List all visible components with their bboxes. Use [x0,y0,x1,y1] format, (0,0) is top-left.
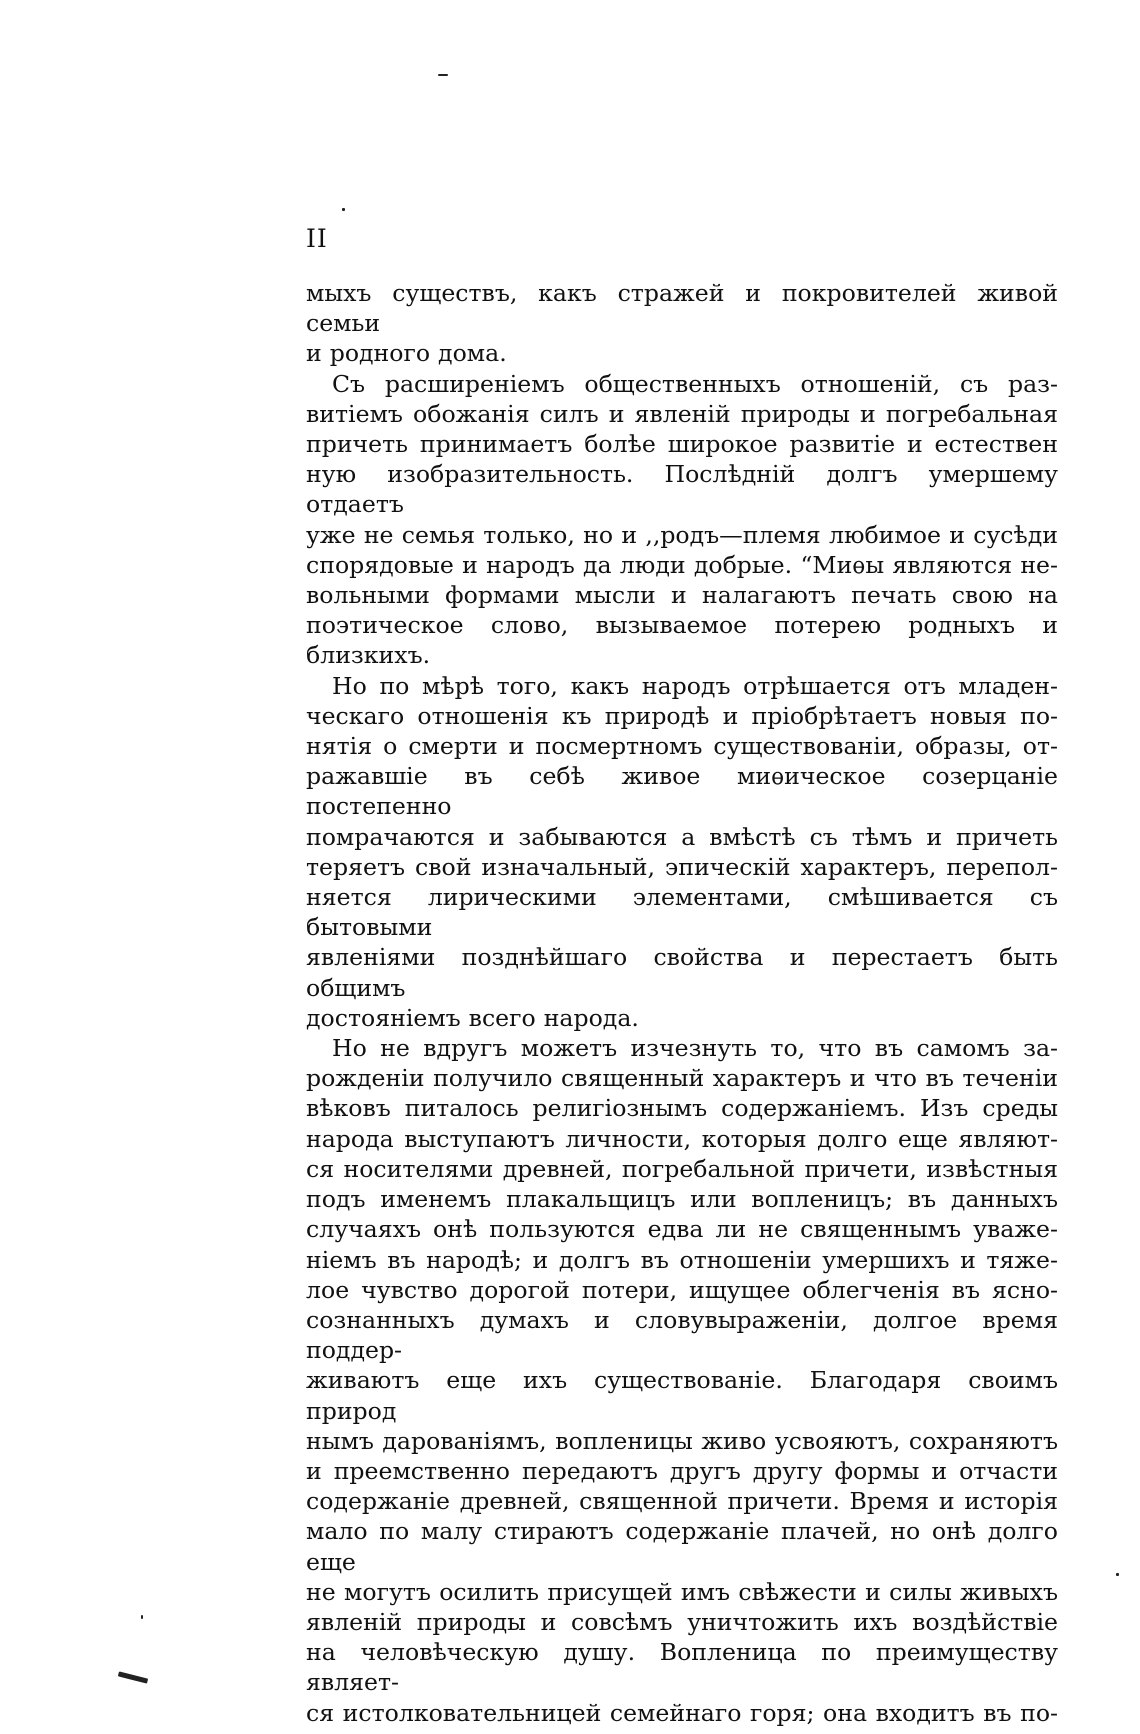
text-line: мало по малу стираютъ содержаніе плачей, но онѣ долго еще [306,1517,1058,1576]
text-line: ражавшіе въ себѣ живое миѳическое созерцаніе постепенно [306,762,1058,821]
text-line: явленій природы и совсѣмъ уничтожить ихъ воздѣйствіе [306,1607,1058,1636]
text-line: Но не вдругъ можетъ изчезнуть то, что въ самомъ за- [332,1034,1058,1063]
text-line: народа выступаютъ личности, которыя долго еще являют- [306,1124,1058,1153]
text-line: теряетъ свой изначальный, эпическій характеръ, перепол- [306,852,1058,881]
text-line: поэтическое слово, вызываемое потерею родныхъ и близкихъ. [306,611,1058,670]
text-line: спорядовые и народъ да люди добрые. “Миѳы являются не- [306,550,1058,579]
print-speck [438,74,448,76]
text-line: рожденіи получило священный характеръ и что въ теченіи [306,1064,1058,1093]
print-speck [118,1671,148,1683]
text-line: витіемъ обожанія силъ и явленій природы и погребальная [306,399,1058,428]
text-line: мыхъ существъ, какъ стражей и покровителей живой семьи [306,279,1058,338]
text-line: помрачаются и забываются а вмѣстѣ съ тѣмъ и причеть [306,822,1058,851]
text-line: случаяхъ онѣ пользуются едва ли не священнымъ уваже- [306,1215,1058,1244]
text-line: Съ расширеніемъ общественныхъ отношеній, съ раз- [332,369,1058,398]
text-line: причеть принимаетъ болѣе широкое развитіе и естествен [306,430,1058,459]
print-speck [141,1615,143,1619]
text-line: няется лирическими элементами, смѣшивается съ бытовыми [306,883,1058,942]
text-line: ную изобразительность. Послѣдній долгъ умершему отдаетъ [306,460,1058,519]
text-line: и преемственно передаютъ другъ другу формы и отчасти [306,1456,1058,1485]
text-line: ніемъ въ народѣ; и долгъ въ отношеніи умершихъ и тяже- [306,1245,1058,1274]
text-line: явленіями позднѣйшаго свойства и перестаетъ быть общимъ [306,943,1058,1002]
text-line: не могутъ осилить присущей имъ свѣжести и силы живыхъ [306,1577,1058,1606]
text-line: нымъ дарованіямъ, вопленицы живо усвояютъ, сохраняютъ [306,1426,1058,1455]
text-line: ческаго отношенія къ природѣ и пріобрѣтаетъ новыя по- [306,701,1058,730]
text-line: уже не семья только, но и ,,родъ—племя любимое и сусѣди [306,520,1058,549]
text-line: лое чувство дорогой потери, ищущее облегченія въ ясно- [306,1275,1058,1304]
text-line: достояніемъ всего народа. [306,1003,639,1032]
text-line: вольными формами мысли и налагаютъ печать свою на [306,581,1058,610]
text-line: на человѣческую душу. Вопленица по преимуществу являет- [306,1638,1058,1697]
text-line: живаютъ еще ихъ существованіе. Благодаря своимъ природ [306,1366,1058,1425]
print-speck [1116,1573,1119,1576]
text-line: ся носителями древней, погребальной причети, извѣстныя [306,1154,1058,1183]
page-number: II [306,224,328,253]
text-line: подъ именемъ плакальщицъ или вопленицъ; въ данныхъ [306,1185,1058,1214]
text-line: нятія о смерти и посмертномъ существованіи, образы, от- [306,732,1058,761]
text-line: сознанныхъ думахъ и словувыраженіи, долгое время поддер- [306,1305,1058,1365]
body-text [306,278,1058,1728]
print-speck [342,208,345,211]
text-line: содержаніе древней, священной причети. Время и исторія [306,1487,1058,1516]
text-line: ся истолковательницей семейнаго горя; она входитъ въ по- [306,1698,1058,1727]
text-line: Но по мѣрѣ того, какъ народъ отрѣшается отъ младен- [332,671,1058,700]
text-line: вѣковъ питалось религіознымъ содержаніемъ. Изъ среды [306,1094,1058,1123]
text-line: и родного дома. [306,339,507,368]
